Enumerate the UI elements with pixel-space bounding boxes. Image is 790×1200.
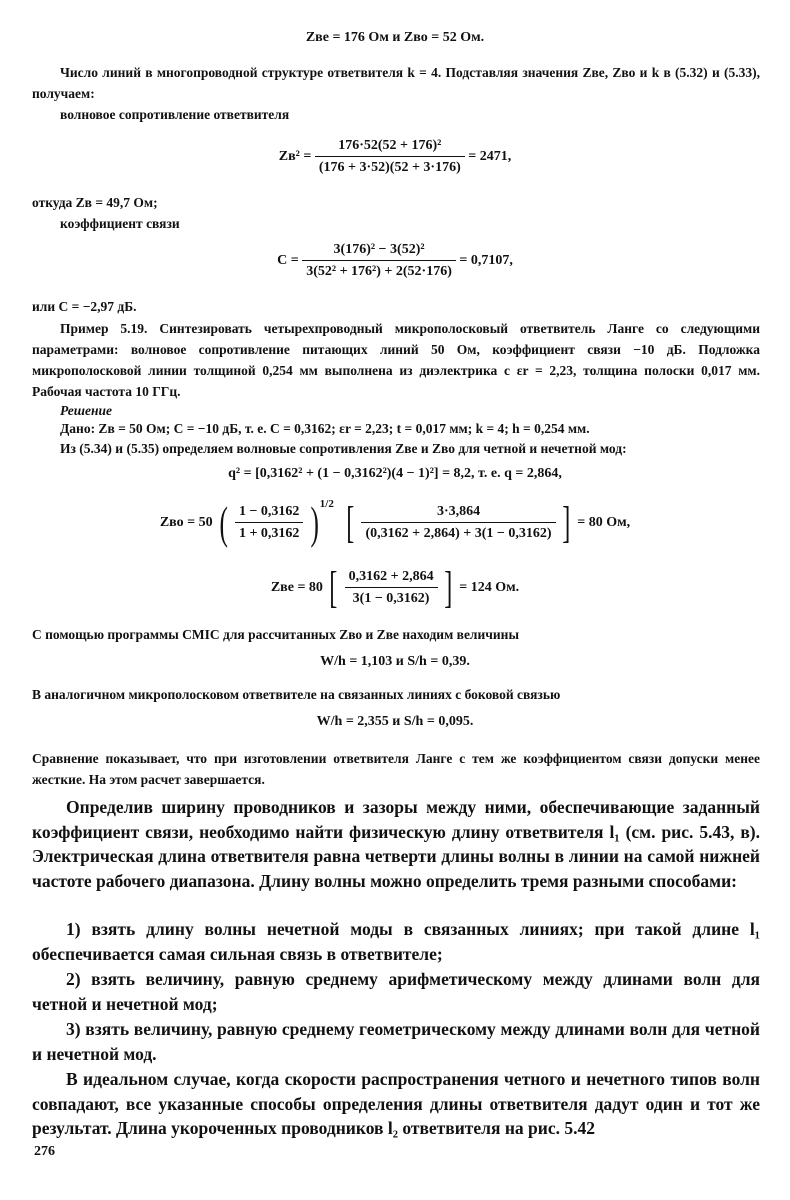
equation-zbo-exponent: 1/2 [319,497,334,510]
equation-zbo [0,497,790,548]
main-paragraph-2: В идеальном случае, когда скорости распространения четного и нечетного типов волн совпадают, все указанные способы определения длины ответвителя дадут один и тот же результат. Длина укороченных проводников l₂ ответвителя на рис. 5.42 [32,1069,760,1139]
paragraph-given: Дано: Zв = 50 Ом; C = −10 дБ, т. е. C = 0,3162; εr = 2,23; t = 0,017 мм; k = 4; h = 0,254 мм. [60,421,590,436]
equation-c-fraction [302,242,456,280]
paragraph-lines: Число линий в многопроводной структуре ответвителя k = 4. Подставляя значения Zве, Zво и k в (5.32) и (5.33), получаем: [32,65,760,101]
equation-zbo-f2-denominator: (0,3162 + 2,864) + 3(1 − 0,3162) [365,526,552,541]
equation-zb-numerator: 176·52(52 + 176)² [315,138,465,157]
equation-zbo-rhs: = 80 Ом, [577,515,631,531]
main-paragraph-1: Определив ширину проводников и зазоры между ними, обеспечивающие заданный коэффициент связи, необходимо найти физическую длину ответвителя l₁ (см. рис. 5.43, в). Электрическая длина ответвителя равна четверти длины волны в линии на самой нижней частоте рабочего диапазона. Длину волны можно определить тремя разными способами: [32,797,760,891]
right-paren: ) [310,497,319,548]
equation-c-denominator: 3(52² + 176²) + 2(52·176) [306,264,452,279]
list-item-2: 2) взять величину, равную среднему арифметическому между длинами волн для четной и нечетной мод; [32,969,760,1014]
paragraph-wave-impedance: волновое сопротивление ответвителя [60,107,290,122]
equation-zbo-f1-numerator: 1 − 0,3162 [235,504,303,523]
equation-zbo-fraction-1 [235,504,303,542]
equation-zbo-lhs: Zво = 50 [159,515,213,531]
left-paren: ( [219,497,229,548]
equation-c-rhs: = 0,7107, [459,253,513,269]
paragraph-from-534: Из (5.34) и (5.35) определяем волновые сопротивления Zве и Zво для четной и нечетной мод: [60,441,627,456]
paragraph-compare: Сравнение показывает, что при изготовлении ответвителя Ланге с тем же коэффициентом связи допуски менее жесткие. На этом расчет завершается. [32,751,760,787]
equation-zbe-lhs: Zве = 80 [270,580,323,596]
equation-c-numerator: 3(176)² − 3(52)² [302,242,456,261]
equation-wh-1: W/h = 1,103 и S/h = 0,39. [320,654,470,669]
equation-zb-fraction [315,138,465,176]
paragraph-otkuda: откуда Zв = 49,7 Ом; [32,195,158,210]
equation-zb [0,138,790,176]
equation-q: q² = [0,3162² + (1 − 0,3162²)(4 − 1)²] = 8,2, т. е. q = 2,864, [228,466,562,481]
equation-zbe-numerator: 0,3162 + 2,864 [345,569,438,588]
equation-top: Zве = 176 Ом и Zво = 52 Ом. [305,30,485,45]
paragraph-cmic: С помощью программы CMIC для рассчитанных Zво и Zве находим величины [32,627,519,642]
list-item-1: 1) взять длину волны нечетной моды в связанных линиях; при такой длине l₁ обеспечивается самая сильная связь в ответвителе; [32,919,760,964]
equation-wh-2: W/h = 2,355 и S/h = 0,095. [316,714,474,729]
equation-zbo-f2-numerator: 3·3,864 [361,504,555,523]
equation-zbo-fraction-2 [361,504,555,542]
equation-zbe-rhs: = 124 Ом. [459,580,520,596]
equation-c-lhs: C = [277,253,299,269]
equation-zbe-denominator: 3(1 − 0,3162) [352,591,430,606]
equation-c [0,242,790,280]
left-bracket: [ [346,498,355,547]
example-paragraph [32,318,760,402]
example-label: Пример 5.19. [60,321,148,336]
right-bracket: ] [562,498,571,547]
equation-zb-lhs: Zв² = [278,149,312,165]
equation-zbe-fraction [345,569,438,607]
example-text: Синтезировать четырехпроводный микрополосковый ответвитель Ланге со следующими параметрами: волновое сопротивление питающих линий 50 Ом, коэффициент связи −10 дБ. Подложка микрополосковой линии толщиной 0,254 мм выполнена из диэлектрика с εr = 2,23, толщина полоски 0,017 мм. Рабочая частота 10 ГГц. [32,321,761,399]
paragraph-ili: или C = −2,97 дБ. [32,299,137,314]
solution-label: Решение [60,403,112,418]
paragraph-coupling: коэффициент связи [60,216,180,231]
right-bracket: ] [444,563,453,612]
equation-zbo-f1-denominator: 1 + 0,3162 [238,526,300,541]
list-item-3: 3) взять величину, равную среднему геометрическому между длинами волн для четной и нечетной мод. [32,1019,760,1064]
equation-zbe [0,563,790,612]
equation-zb-denominator: (176 + 3·52)(52 + 3·176) [318,160,461,175]
paragraph-analog: В аналогичном микрополосковом ответвителе на связанных линиях с боковой связью [32,687,561,702]
page-number: 276 [34,1144,55,1159]
equation-zb-rhs: = 2471, [468,149,512,165]
left-bracket: [ [329,563,338,612]
